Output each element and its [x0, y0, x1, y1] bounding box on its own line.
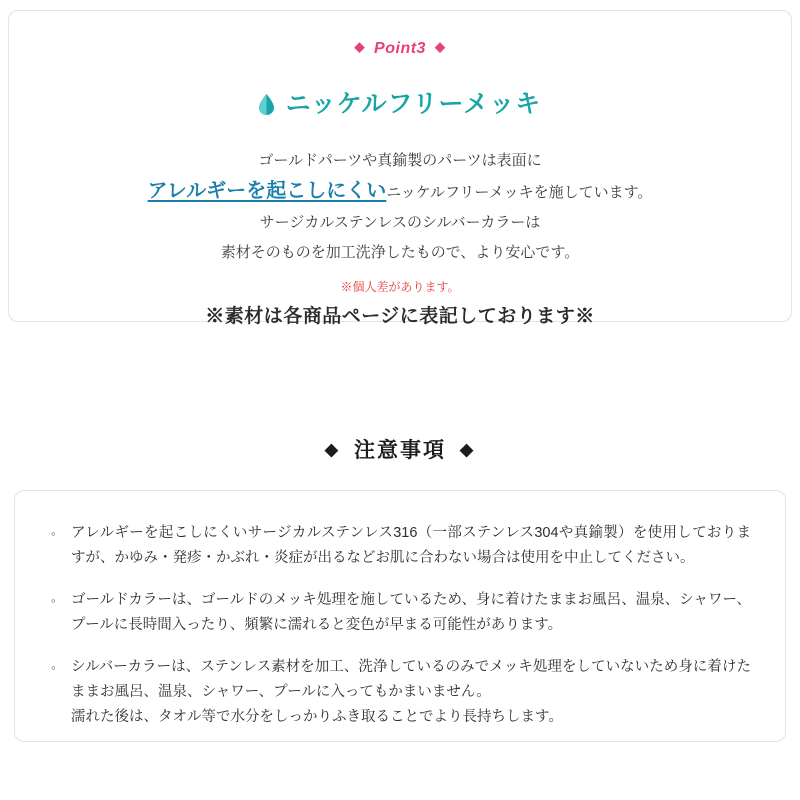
- individual-difference-note: ※個人差があります。: [340, 280, 460, 294]
- point3-title: [9, 84, 791, 120]
- point3-body: [9, 146, 791, 334]
- list-item: [49, 655, 751, 730]
- allergy-link[interactable]: アレルギーを起こしにくい: [147, 180, 387, 202]
- body-line-3: サージカルステンレスのシルバーカラーは: [259, 214, 541, 231]
- bullet-icon: ◦: [51, 660, 56, 675]
- bullet-icon: ◦: [51, 593, 56, 608]
- material-page-note: ※素材は各商品ページに表記しております※: [205, 306, 595, 327]
- diamond-icon-left: ◆: [354, 39, 366, 54]
- diamond-icon-caution-left: ◆: [324, 440, 340, 459]
- body-line-1: ゴールドパーツや真鍮製のパーツは表面に: [258, 152, 542, 169]
- diamond-icon-right: ◆: [434, 39, 446, 54]
- list-item-text: シルバーカラーは、ステンレス素材を加工、洗浄しているのみでメッキ処理をしていないため身に着けたままお風呂、温泉、シャワー、プールに入ってもかまいません。: [71, 659, 751, 700]
- list-item: [49, 521, 751, 571]
- caution-heading-text: 注意事項: [354, 439, 446, 462]
- body-line-2: [9, 176, 791, 208]
- body-line-2-rest: ニッケルフリーメッキを施しています。: [386, 184, 653, 201]
- point3-label: [9, 39, 791, 58]
- list-item-text: アレルギーを起こしにくいサージカルステンレス316（一部ステンレス304や真鍮製）を使用しておりますが、かゆみ・発疹・かぶれ・炎症が出るなどお肌に合わない場合は使用を中止してください。: [71, 525, 751, 566]
- point3-label-text: Point3: [374, 40, 426, 57]
- caution-card: [14, 490, 786, 742]
- water-drop-icon: [259, 93, 274, 114]
- diamond-icon-caution-right: ◆: [460, 440, 476, 459]
- caution-list: [49, 521, 751, 730]
- list-item-subtext: 濡れた後は、タオル等で水分をしっかりふき取ることでより長持ちします。: [71, 709, 563, 725]
- point3-title-text: ニッケルフリーメッキ: [285, 90, 542, 118]
- body-line-4: 素材そのものを加工洗浄したもので、より安心です。: [220, 244, 580, 261]
- caution-heading: [0, 434, 800, 464]
- list-item-text: ゴールドカラーは、ゴールドのメッキ処理を施しているため、身に着けたままお風呂、温泉、シャワー、プールに長時間入ったり、頻繁に濡れると変色が早まる可能性があります。: [71, 592, 751, 633]
- bullet-icon: ◦: [51, 526, 56, 541]
- point3-card: [8, 10, 792, 327]
- list-item: [49, 588, 751, 638]
